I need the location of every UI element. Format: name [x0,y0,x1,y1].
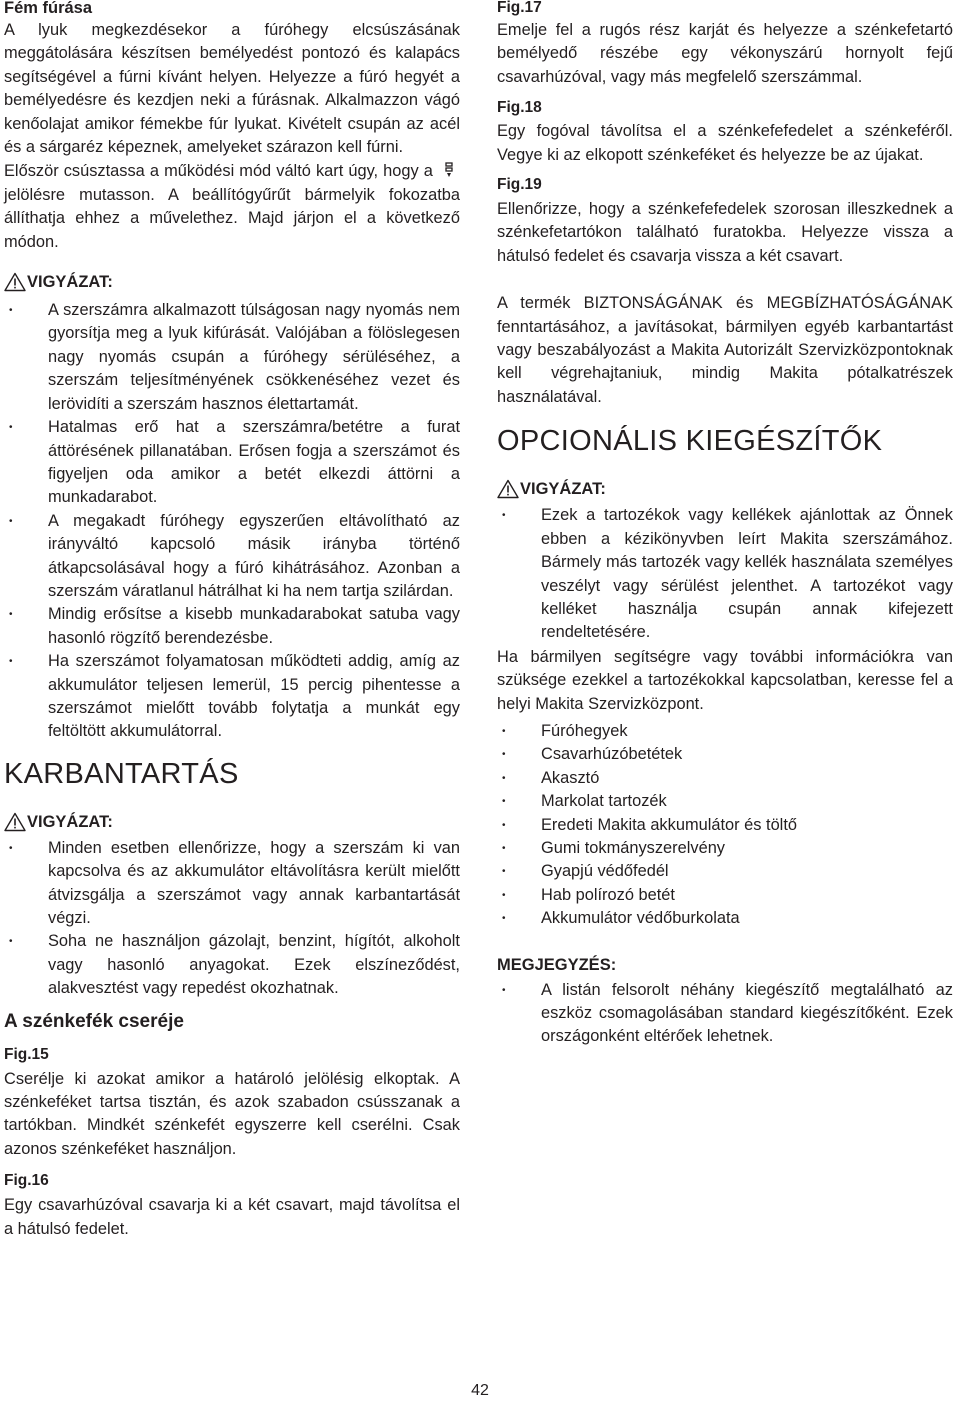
list-item-text: A listán felsorolt néhány kiegészítő megtalálható az eszköz csomagolásában standard kiegészítőként. Ezek országonként eltérőek lehetnek. [541,980,953,1046]
caution-label: VIGYÁZAT: [27,273,113,292]
list-item [4,299,460,416]
bullet: • [9,515,13,527]
list-item [497,720,953,743]
list-item [497,860,953,883]
list-item [497,743,953,766]
list-item-text: Soha ne használjon gázolajt, benzint, hígítót, alkoholt vagy hasonló anyagokat. Ezek elszíneződést, alakvesztést vagy repedést okozhatnak. [48,932,460,998]
bullet: • [9,305,13,317]
caution-heading-2 [4,811,460,833]
list-item-text: Hab polírozó betét [541,885,675,904]
list-item [4,416,460,510]
list-item [497,504,953,644]
list-item-text: Ha szerszámot folyamatosan működteti addig, amíg az akkumulátor teljesen lemerül, 15 percig pihentesse a szerszámot mielőtt tovább folytatja a munkát egy feltöltött akkumulátorral. [48,652,460,741]
list-item-text: Csavarhúzóbetétek [541,745,683,764]
fig-15-text: Cserélje ki azokat amikor a határoló jelölésig elkoptak. A szénkeféket tartsa tisztán, és azok szabadon csússzanak a tartókban. Mindkét szénkefét egyszerre kell cserélni. Csak azonos szénkeféket használjon. [4,1069,460,1158]
list-item-text: A megakadt fúróhegy egyszerűen eltávolítható az irányváltó kapcsoló másik irányba történő átkapcsolásával hogy a fúró kihátrásához. Azonban a szerszám váratlanul hátrálhat ki ha nem tartja szilárdan. [48,511,460,600]
bullet: • [502,842,506,854]
metal-drilling-paragraph-2 [4,160,460,254]
list-item [4,603,460,650]
bullet: • [502,772,506,784]
caution-list-1 [4,299,460,744]
bullet: • [9,936,13,948]
right-column [497,0,953,1049]
help-paragraph: Ha bármilyen segítségre vagy további információkra van szüksége ezekkel a tartozékokkal kapcsolatban, keresse fel a helyi Makita Szervizközpont. [497,647,953,713]
note-heading: MEGJEGYZÉS: [497,955,617,974]
bullet: • [9,656,13,668]
fig-15-label: Fig.15 [4,1045,49,1063]
list-item [497,907,953,930]
bullet: • [502,866,506,878]
section-heading-carbon-brush: A szénkefék cseréje [4,1010,184,1032]
warning-triangle-icon [4,812,26,832]
bullet: • [9,422,13,434]
list-item-text: Fúróhegyek [541,721,628,740]
list-item-text: Akasztó [541,768,600,787]
list-item-text: Akkumulátor védőburkolata [541,909,740,928]
list-item-text: Gyapjú védőfedél [541,862,669,881]
list-item-text: Gumi tokmányszerelvény [541,838,726,857]
section-heading-optional-accessories: OPCIONÁLIS KIEGÉSZÍTŐK [497,425,883,458]
bullet: • [502,749,506,761]
caution-list-3 [497,504,953,644]
warning-triangle-icon [4,272,26,292]
list-item-text: A szerszámra alkalmazott túlságosan nagy nyomás nem gyorsítja meg a lyuk kifúrását. Valójában a fölöslegesen nagy nyomás csupán a fúróhegy sérüléséhez, a szerszám teljesítményének csökkenéséhez vezet és lerövidíti a szerszám hasznos élettartamát. [48,301,460,413]
bullet: • [502,725,506,737]
fig-17-label: Fig.17 [497,0,542,16]
page-number: 42 [471,1382,489,1399]
list-item-text: Hatalmas erő hat a szerszámra/betétre a furat áttörésének pillanatában. Erősen fogja a szerszámot és figyeljen oda amikor a betét elkezdi áttörni a munkadarabot. [48,418,460,507]
metal-drilling-paragraph-1: A lyuk megkezdésekor a fúróhegy elcsúszásának meggátolására készítsen bemélyedést pontozó és kalapács segítségével a fúrni kívánt helyen. Helyezze a fúró hegyét a bemélyedésre és kezdjen neki a fúrásnak. Alkalmazzon vágó kenőolajat amikor fémekbe fúr lyukat. Kivételt csupán az acél és a sárgaréz képeznek, amelyeket szárazon kell fúrni. [4,21,460,157]
list-item-text: Markolat tartozék [541,792,667,811]
fig-16-label: Fig.16 [4,1172,49,1190]
caution-list-2 [4,837,460,1001]
fig-18-label: Fig.18 [497,99,542,117]
fig-18-text: Egy fogóval távolítsa el a szénkefefedelet a szénkeféről. Vegye ki az elkopott szénkeféket és helyezze be az újakat. [497,122,953,164]
list-item [497,979,953,1049]
list-item [4,650,460,744]
list-item-text: Minden esetben ellenőrizze, hogy a szerszám ki van kapcsolva és az akkumulátor eltávolításra került mielőtt átvizsgálja a szerszámot vagy annak karbantartását végzi. [48,838,460,927]
bullet: • [502,984,506,996]
section-heading-maintenance: KARBANTARTÁS [4,757,239,790]
fig-19-label: Fig.19 [497,176,542,194]
list-item [4,510,460,604]
list-item-text: Mindig erősítse a kisebb munkadarabokat satuba vagy hasonló rögzítő berendezésbe. [48,605,460,647]
list-item [4,837,460,931]
list-item [497,790,953,813]
bullet: • [502,510,506,522]
caution-heading-3 [497,478,953,500]
fig-17-text: Emelje fel a rugós rész karját és helyezze a szénkefetartó bemélyedő részébe egy vékonyszárú hornyolt fejű csavarhúzóval, vagy más megfelelő szerszámmal. [497,21,953,86]
list-item-text: Eredeti Makita akkumulátor és töltő [541,815,797,834]
section-heading-metal-drilling: Fém fúrása [4,0,93,17]
bullet: • [9,609,13,621]
metal-drilling-paragraph-2-start: Először csúsztassa a működési mód váltó kart úgy, hogy a [4,162,433,181]
warning-triangle-icon [497,479,519,499]
safety-paragraph: A termék BIZTONSÁGÁNAK és MEGBÍZHATÓSÁGÁNAK fenntartásához, a javításokat, bármilyen egyéb karbantartást vagy beszabályozást a Makita Autorizált Szervizközpontoknak kell végrehajtaniuk, mindig Makita pótalkatrészek használatával. [497,294,953,406]
metal-drilling-paragraph-2-end: jelölésre mutasson. A beállítógyűrűt bármelyik fokozatba állíthatja ehhez a művelethez. Majd járjon el a következő módon. [4,185,460,251]
bullet: • [9,842,13,854]
caution-label: VIGYÁZAT: [27,812,113,831]
fig-19-text: Ellenőrizze, hogy a szénkefefedelek szorosan illeszkednek a szénkefetartókon található furatokba. Helyezze vissza a hátulsó fedelet és csavarja vissza a két csavart. [497,200,953,265]
bullet: • [502,889,506,901]
list-item-text: Ezek a tartozékok vagy kellékek ajánlottak az Önnek ebben a kézikönyvben leírt Makita szerszámához. Bármely más tartozék vagy kellék használata személyes veszélyt vagy sérülést jelenthet. A tartozékot vagy kelléket használja csupán annak kifejezett rendeltetésére. [541,506,953,642]
list-item [497,884,953,907]
list-item [497,837,953,860]
drill-mode-icon [442,162,456,178]
list-item [497,814,953,837]
list-item [497,767,953,790]
bullet: • [502,796,506,808]
left-column [4,0,460,1241]
list-item [4,930,460,1000]
caution-label: VIGYÁZAT: [520,480,606,499]
bullet: • [502,819,506,831]
fig-16-text: Egy csavarhúzóval csavarja ki a két csavart, majd távolítsa el a hátulsó fedelet. [4,1196,460,1238]
accessories-list [497,720,953,931]
note-list [497,979,953,1049]
caution-heading-1 [4,271,460,293]
bullet: • [502,913,506,925]
